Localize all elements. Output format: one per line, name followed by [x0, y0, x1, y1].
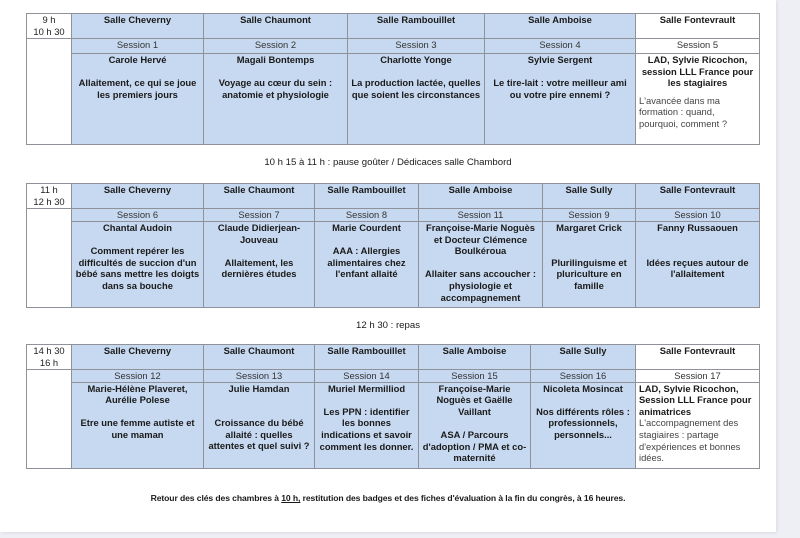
session-cell	[419, 382, 531, 468]
room-header: Salle Chaumont	[204, 184, 315, 209]
session-number: Session 15	[419, 370, 531, 383]
session-cell	[315, 222, 419, 308]
room-header: Salle Amboise	[485, 14, 636, 39]
room-header: Salle Fontevrault	[636, 345, 760, 370]
speaker-name: Fanny Russaouen	[657, 222, 738, 233]
session-number: Session 1	[72, 39, 204, 54]
schedule-table-morning	[26, 13, 760, 145]
session-cell	[72, 382, 204, 468]
session-number: Session 8	[315, 209, 419, 222]
speaker-name: Marie-Hélène Plaveret, Aurélie Polese	[87, 382, 188, 406]
speaker-name: Muriel Mermilliod	[327, 382, 406, 394]
session-cell	[204, 54, 348, 145]
session-topic: Voyage au cœur du sein : anatomie et physiologie	[218, 77, 333, 100]
session-number: Session 17	[636, 370, 760, 383]
session-number: Session 12	[72, 370, 204, 383]
session-number: Session 6	[72, 209, 204, 222]
session-cell	[531, 382, 636, 468]
break-note-pause: 10 h 15 à 11 h : pause goûter / Dédicaces salle Chambord	[264, 157, 512, 168]
time-empty-cell	[27, 209, 72, 308]
room-header: Salle Chaumont	[204, 14, 348, 39]
session-topic: Allaiter sans accoucher : physiologie et accompagnement	[425, 268, 536, 303]
speaker-name: Magali Bontemps	[236, 54, 315, 65]
time-empty-cell	[27, 370, 72, 469]
speaker-name: Julie Hamdan	[228, 382, 290, 394]
session-topic: L'avancée dans ma formation : quand, pourquoi, comment ?	[639, 94, 728, 129]
time-end: 12 h 30	[33, 195, 65, 207]
session-number: Session 11	[419, 209, 543, 222]
session-topic: Etre une femme autiste et une maman	[80, 417, 195, 440]
time-slot	[27, 345, 72, 370]
break-note-lunch: 12 h 30 : repas	[355, 320, 420, 331]
room-header: Salle Chaumont	[204, 345, 315, 370]
speaker-name: Charlotte Yonge	[380, 54, 452, 65]
speaker-name: Carole Hervé	[108, 54, 167, 65]
session-cell	[636, 222, 760, 308]
time-start: 11 h	[40, 184, 58, 195]
room-header: Salle Cheverny	[72, 14, 204, 39]
speaker-name: LAD, Sylvie Ricochon, Session LLL France pour animatrices	[639, 382, 752, 417]
room-header: Salle Rambouillet	[348, 14, 485, 39]
session-cell	[636, 382, 760, 468]
speaker-name: Françoise-Marie Noguès et Docteur Clémence Boulkéroua	[426, 222, 535, 257]
speaker-name: Margaret Crick	[556, 222, 622, 233]
session-topic: Les PPN : identifier les bonnes indications et savoir comment les donner.	[319, 405, 414, 452]
session-number: Session 5	[636, 39, 760, 54]
session-cell	[636, 54, 760, 145]
schedule-table-afternoon	[26, 344, 760, 469]
time-end: 16 h	[39, 356, 59, 368]
room-header: Salle Fontevrault	[636, 14, 760, 39]
session-topic: Plurilinguisme et pluriculture en famille	[551, 256, 627, 291]
time-empty-cell	[27, 39, 72, 145]
speaker-name: Nicoleta Mosincat	[543, 382, 623, 394]
session-number: Session 10	[636, 209, 760, 222]
footer-note: Retour des clés des chambres à 10 h, restitution des badges et des fiches d'évaluation à la fin du congrès, à 16 heures.	[150, 493, 626, 503]
session-topic: ASA / Parcours d'adoption / PMA et co-maternité	[422, 428, 527, 464]
time-start: 14 h 30	[33, 345, 65, 356]
session-number: Session 13	[204, 370, 315, 383]
session-cell	[204, 382, 315, 468]
room-header: Salle Fontevrault	[636, 184, 760, 209]
time-slot	[27, 184, 72, 209]
session-cell	[543, 222, 636, 308]
speaker-name: Françoise-Marie Noguès et Gaëlle Vaillant	[436, 382, 513, 417]
session-topic: Croissance du bébé allaité : quelles attentes et quel suivi ?	[208, 417, 310, 452]
speaker-name: Chantal Audoin	[103, 222, 172, 233]
session-topic: Le tire-lait : votre meilleur ami ou votre pire ennemi ?	[493, 77, 627, 100]
room-header: Salle Cheverny	[72, 184, 204, 209]
time-end: 10 h 30	[33, 25, 65, 37]
session-topic: Allaitement, ce qui se joue les premiers jours	[78, 77, 197, 100]
speaker-name: Claude Didierjean-Jouveau	[217, 222, 301, 245]
session-cell	[485, 54, 636, 145]
session-number: Session 3	[348, 39, 485, 54]
session-number: Session 2	[204, 39, 348, 54]
session-number: Session 9	[543, 209, 636, 222]
speaker-name: LAD, Sylvie Ricochon, session LLL France pour les stagiaires	[641, 54, 754, 89]
session-topic: AAA : Allergies alimentaires chez l'enfant allaité	[327, 245, 406, 280]
room-header: Salle Sully	[531, 345, 636, 370]
session-topic: Allaitement, les dernières études	[221, 256, 297, 280]
room-header: Salle Amboise	[419, 345, 531, 370]
session-topic: Comment repérer les difficultés de succion d'un bébé sans mettre les doigts dans sa bouche	[75, 245, 200, 291]
session-cell	[419, 222, 543, 308]
time-start: 9 h	[42, 14, 56, 25]
speaker-name: Sylvie Sergent	[527, 54, 593, 65]
session-number: Session 4	[485, 39, 636, 54]
room-header: Salle Cheverny	[72, 345, 204, 370]
session-number: Session 14	[315, 370, 419, 383]
session-cell	[348, 54, 485, 145]
session-cell	[204, 222, 315, 308]
session-number: Session 16	[531, 370, 636, 383]
session-cell	[72, 54, 204, 145]
session-topic: Nos différents rôles : professionnels, personnels...	[536, 405, 630, 440]
room-header: Salle Rambouillet	[315, 184, 419, 209]
room-header: Salle Amboise	[419, 184, 543, 209]
session-topic: Idées reçues autour de l'allaitement	[646, 256, 749, 280]
session-cell	[72, 222, 204, 308]
room-header: Salle Sully	[543, 184, 636, 209]
speaker-name: Marie Courdent	[332, 222, 401, 233]
schedule-table-late-morning	[26, 183, 760, 308]
footer-time-underlined: 10 h,	[281, 493, 301, 503]
session-topic: L'accompagnement des stagiaires : partage d'expériences et bonnes idées.	[639, 417, 741, 464]
session-cell	[315, 382, 419, 468]
time-slot	[27, 14, 72, 39]
session-topic: La production lactée, quelles que soient les circonstances	[351, 77, 481, 100]
session-number: Session 7	[204, 209, 315, 222]
room-header: Salle Rambouillet	[315, 345, 419, 370]
